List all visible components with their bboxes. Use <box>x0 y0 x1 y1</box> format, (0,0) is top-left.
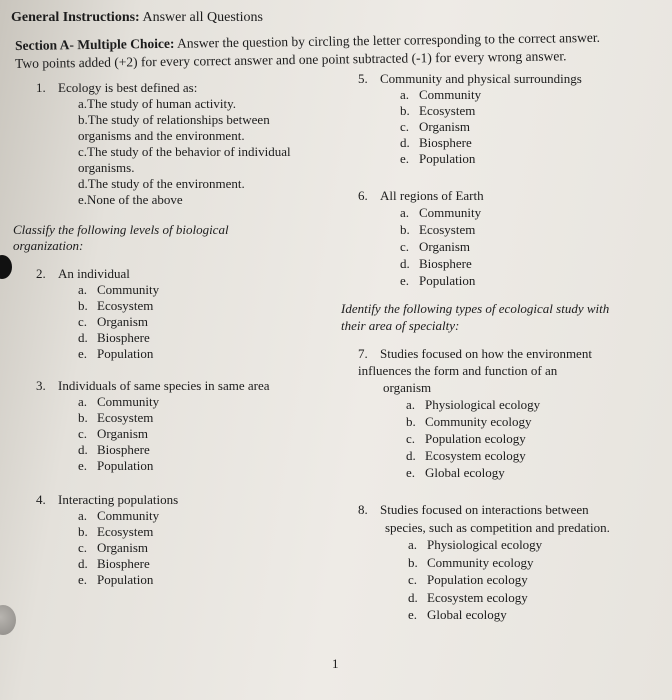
option-b[interactable]: b. Ecosystem <box>78 410 154 425</box>
option-e[interactable]: e.None of the above <box>78 192 183 207</box>
option-c[interactable]: c. Organism <box>400 239 471 254</box>
option-b[interactable]: b. Ecosystem <box>78 524 154 539</box>
option-d[interactable]: d.The study of the environment. <box>78 176 245 191</box>
question-7: 7. Studies focused on how the environment influences the form and function of an organism a. Physiological ecology b. Community ecology c. Population ecology d. Ecosystem ecology e. Global ecology <box>358 346 592 480</box>
option-d[interactable]: d. Biosphere <box>78 556 150 571</box>
option-a[interactable]: a. Community <box>78 282 160 297</box>
option-a[interactable]: a. Physiological ecology <box>406 397 541 412</box>
option-e[interactable]: e. Global ecology <box>408 607 507 622</box>
option-d[interactable]: d. Ecosystem ecology <box>408 589 528 605</box>
option-c[interactable]: c. Organism <box>400 119 471 134</box>
option-a[interactable]: a. Community <box>400 87 482 102</box>
option-b[interactable]: b. Community ecology <box>406 414 532 429</box>
question-text: Ecology is best defined as: <box>58 80 198 95</box>
question-5: 5. Community and physical surroundings a. Community b. Ecosystem c. Organism d. Biosphere e. Population <box>358 71 582 166</box>
option-d[interactable]: d. Biosphere <box>400 256 472 271</box>
option-a[interactable]: a. Community <box>78 394 160 409</box>
option-e[interactable]: e. Population <box>78 572 154 587</box>
option-d[interactable]: d. Biosphere <box>78 330 150 345</box>
question-2: 2. An individual a. Community b. Ecosystem c. Organism d. Biosphere e. Population <box>36 266 160 361</box>
question-number: 1. <box>36 80 46 95</box>
option-d[interactable]: d. Biosphere <box>400 135 472 150</box>
option-a[interactable]: a. Community <box>78 508 160 523</box>
question-6: 6. All regions of Earth a. Community b. Ecosystem c. Organism d. Biosphere e. Population <box>358 188 484 288</box>
option-d[interactable]: d. Biosphere <box>78 442 150 457</box>
question-4: 4. Interacting populations a. Community b. Ecosystem c. Organism d. Biosphere e. Population <box>36 492 179 587</box>
option-c[interactable]: c.The study of the behavior of individual organisms. <box>78 144 291 175</box>
hole-punch-mark <box>0 255 12 279</box>
option-a[interactable]: a. Community <box>400 205 482 220</box>
option-e[interactable]: e. Global ecology <box>406 465 505 480</box>
option-c[interactable]: c. Organism <box>78 540 149 555</box>
option-b[interactable]: b. Ecosystem <box>400 222 476 237</box>
section-a-line2: Two points added (+2) for every correct answer and one point subtracted (-1) for every wrong answer. <box>15 48 567 71</box>
option-e[interactable]: e. Population <box>400 273 476 288</box>
page-number: 1 <box>332 656 339 671</box>
classify-instruction: Classify the following levels of biological organization: <box>13 222 229 253</box>
option-b[interactable]: b.The study of relationships between organisms and the environment. <box>78 112 270 143</box>
option-e[interactable]: e. Population <box>78 346 154 361</box>
option-b[interactable]: b. Ecosystem <box>78 298 154 313</box>
option-c[interactable]: c. Population ecology <box>408 572 528 587</box>
section-a-label: Section A- Multiple Choice: <box>15 35 175 53</box>
option-e[interactable]: e. Population <box>400 151 476 166</box>
identify-instruction: Identify the following types of ecological study with their area of specialty: <box>341 301 610 333</box>
general-instructions <box>11 10 263 26</box>
option-b[interactable]: b. Community ecology <box>408 554 534 570</box>
section-a-line1: Answer the question by circling the letter corresponding to the correct answer. <box>176 29 601 51</box>
general-instructions-label: General Instructions: <box>11 10 140 25</box>
option-a[interactable]: a. Physiological ecology <box>408 537 543 552</box>
question-1 <box>36 80 291 208</box>
option-d[interactable]: d. Ecosystem ecology <box>406 448 526 463</box>
option-c[interactable]: c. Organism <box>78 426 149 441</box>
question-3: 3. Individuals of same species in same area a. Community b. Ecosystem c. Organism d. Biosphere e. Population <box>36 378 270 473</box>
question-8: 8. Studies focused on interactions between species, such as competition and predation. a. Physiological ecology b. Community ecology c. Population ecology d. Ecosystem ecology e. Global ecology <box>358 502 610 622</box>
option-c[interactable]: c. Organism <box>78 314 149 329</box>
general-instructions-text: Answer all Questions <box>142 10 263 25</box>
option-b[interactable]: b. Ecosystem <box>400 103 476 118</box>
option-e[interactable]: e. Population <box>78 458 154 473</box>
option-a[interactable]: a.The study of human activity. <box>78 96 237 111</box>
option-c[interactable]: c. Population ecology <box>406 431 526 446</box>
hole-punch-mark-2 <box>0 605 16 635</box>
